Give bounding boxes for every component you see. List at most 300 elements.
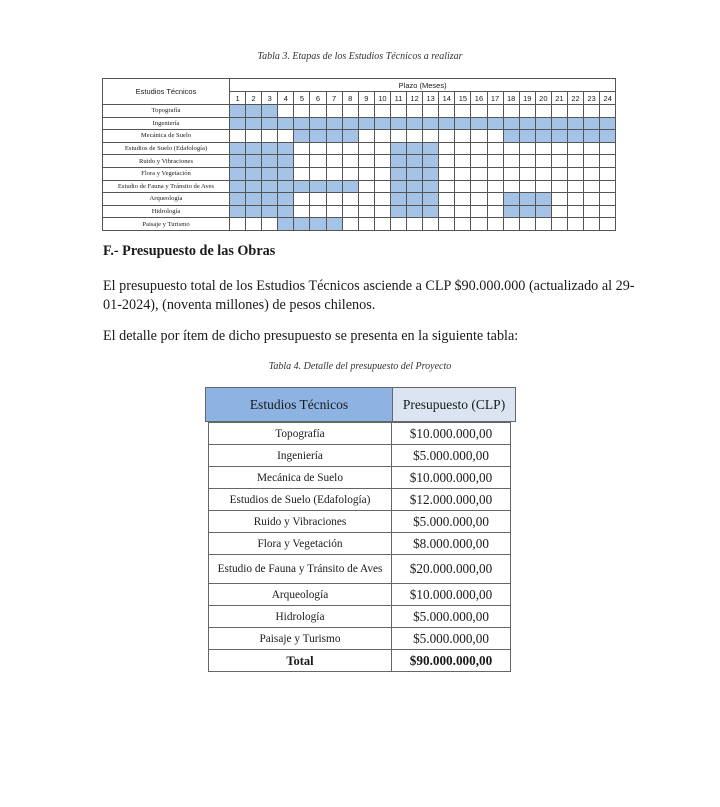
gantt-cell-active — [278, 205, 294, 218]
budget-item-name: Estudio de Fauna y Tránsito de Aves — [209, 555, 392, 584]
gantt-cell-active — [390, 155, 406, 168]
gantt-month-header: 24 — [600, 92, 616, 105]
gantt-cell — [310, 155, 326, 168]
gantt-cell-active — [535, 130, 551, 143]
gantt-cell-active — [262, 105, 278, 118]
gantt-cell-active — [407, 155, 423, 168]
gantt-cell — [600, 218, 616, 231]
gantt-cell-active — [262, 142, 278, 155]
gantt-cell-active — [230, 205, 246, 218]
budget-row — [209, 555, 511, 584]
gantt-cell — [230, 218, 246, 231]
gantt-cell-active — [423, 205, 439, 218]
gantt-cell — [374, 180, 390, 193]
gantt-cell — [519, 218, 535, 231]
gantt-cell — [551, 218, 567, 231]
gantt-cell-active — [600, 130, 616, 143]
gantt-cell-active — [278, 180, 294, 193]
gantt-cell — [358, 193, 374, 206]
gantt-cell — [423, 218, 439, 231]
gantt-cell-active — [294, 130, 310, 143]
gantt-cell — [487, 205, 503, 218]
gantt-cell-active — [230, 193, 246, 206]
gantt-cell-active — [342, 180, 358, 193]
gantt-month-header: 15 — [455, 92, 471, 105]
gantt-cell — [487, 218, 503, 231]
gantt-cell — [567, 167, 583, 180]
budget-item-value: $12.000.000,00 — [392, 489, 511, 511]
gantt-cell — [503, 218, 519, 231]
budget-row — [209, 511, 511, 533]
gantt-cell-active — [278, 142, 294, 155]
gantt-cell — [567, 142, 583, 155]
gantt-cell — [535, 142, 551, 155]
gantt-cell-active — [246, 142, 262, 155]
gantt-cell — [326, 167, 342, 180]
gantt-cell — [358, 142, 374, 155]
budget-item-name: Topografía — [209, 423, 392, 445]
gantt-cell — [535, 180, 551, 193]
gantt-cell — [358, 180, 374, 193]
budget-item-value: $8.000.000,00 — [392, 533, 511, 555]
gantt-cell-active — [246, 180, 262, 193]
gantt-cell-active — [439, 117, 455, 130]
gantt-month-header: 3 — [262, 92, 278, 105]
gantt-cell — [503, 155, 519, 168]
gantt-month-header: 16 — [471, 92, 487, 105]
gantt-cell — [567, 155, 583, 168]
gantt-row — [103, 205, 616, 218]
gantt-cell — [326, 142, 342, 155]
gantt-cell-active — [567, 130, 583, 143]
gantt-plazo-header: Plazo (Meses) — [230, 79, 616, 92]
gantt-cell-active — [326, 117, 342, 130]
gantt-cell — [503, 167, 519, 180]
gantt-cell — [487, 155, 503, 168]
gantt-cell — [471, 142, 487, 155]
gantt-cell — [535, 105, 551, 118]
gantt-cell-active — [262, 155, 278, 168]
gantt-cell-active — [294, 180, 310, 193]
gantt-cell-active — [246, 155, 262, 168]
gantt-cell — [600, 167, 616, 180]
gantt-cell — [423, 130, 439, 143]
gantt-cell — [584, 105, 600, 118]
budget-row — [209, 606, 511, 628]
gantt-cell-active — [600, 117, 616, 130]
gantt-cell — [487, 167, 503, 180]
gantt-cell — [439, 105, 455, 118]
gantt-cell — [551, 180, 567, 193]
gantt-cell — [551, 205, 567, 218]
gantt-cell-active — [407, 142, 423, 155]
gantt-cell — [551, 105, 567, 118]
gantt-cell — [503, 142, 519, 155]
gantt-cell — [310, 167, 326, 180]
gantt-cell — [246, 218, 262, 231]
gantt-cell — [358, 167, 374, 180]
gantt-cell — [519, 180, 535, 193]
gantt-cell — [262, 130, 278, 143]
gantt-cell-active — [230, 105, 246, 118]
gantt-cell-active — [390, 167, 406, 180]
gantt-cell — [551, 142, 567, 155]
gantt-cell — [551, 155, 567, 168]
gantt-row-label: Arqueología — [103, 193, 230, 206]
gantt-cell-active — [262, 205, 278, 218]
gantt-cell — [439, 167, 455, 180]
gantt-cell — [326, 193, 342, 206]
gantt-cell-active — [535, 205, 551, 218]
gantt-cell-active — [423, 180, 439, 193]
gantt-cell — [278, 130, 294, 143]
gantt-cell-active — [310, 130, 326, 143]
gantt-row-label: Paisaje y Turismo — [103, 218, 230, 231]
gantt-cell-active — [584, 117, 600, 130]
gantt-cell-active — [278, 193, 294, 206]
gantt-month-header: 8 — [342, 92, 358, 105]
gantt-cell — [407, 105, 423, 118]
gantt-cell — [535, 218, 551, 231]
gantt-month-header: 22 — [567, 92, 583, 105]
gantt-cell — [519, 155, 535, 168]
gantt-cell — [567, 205, 583, 218]
gantt-month-header: 5 — [294, 92, 310, 105]
budget-item-name: Arqueología — [209, 584, 392, 606]
gantt-month-header: 14 — [439, 92, 455, 105]
gantt-cell — [358, 130, 374, 143]
gantt-month-header: 19 — [519, 92, 535, 105]
gantt-row — [103, 218, 616, 231]
gantt-cell — [455, 155, 471, 168]
gantt-row — [103, 167, 616, 180]
gantt-cell-active — [342, 130, 358, 143]
gantt-cell — [374, 130, 390, 143]
gantt-cell — [455, 180, 471, 193]
gantt-cell — [439, 180, 455, 193]
gantt-cell — [439, 218, 455, 231]
gantt-row — [103, 193, 616, 206]
gantt-cell — [551, 193, 567, 206]
gantt-cell — [294, 142, 310, 155]
budget-item-value: $5.000.000,00 — [392, 606, 511, 628]
gantt-cell — [439, 205, 455, 218]
gantt-cell — [342, 205, 358, 218]
gantt-cell-active — [246, 167, 262, 180]
gantt-cell-active — [294, 117, 310, 130]
gantt-cell-active — [519, 117, 535, 130]
gantt-cell — [310, 142, 326, 155]
gantt-row-label: Flora y Vegetación — [103, 167, 230, 180]
gantt-cell-active — [407, 205, 423, 218]
gantt-cell — [487, 180, 503, 193]
gantt-cell — [326, 105, 342, 118]
budget-item-value: $5.000.000,00 — [392, 628, 511, 650]
budget-item-value: $20.000.000,00 — [392, 555, 511, 584]
gantt-cell — [455, 142, 471, 155]
budget-row — [209, 489, 511, 511]
budget-row — [209, 467, 511, 489]
gantt-cell-active — [278, 218, 294, 231]
gantt-cell — [374, 105, 390, 118]
gantt-cell — [390, 218, 406, 231]
gantt-cell-active — [503, 117, 519, 130]
gantt-month-header: 6 — [310, 92, 326, 105]
gantt-cell — [374, 167, 390, 180]
gantt-month-header: 17 — [487, 92, 503, 105]
budget-total-label: Total — [209, 650, 392, 672]
gantt-cell — [600, 180, 616, 193]
gantt-cell — [600, 155, 616, 168]
gantt-cell — [342, 142, 358, 155]
gantt-cell — [294, 105, 310, 118]
gantt-cell — [407, 130, 423, 143]
gantt-row-label: Estudios de Suelo (Edafología) — [103, 142, 230, 155]
gantt-cell — [519, 167, 535, 180]
gantt-cell-active — [246, 193, 262, 206]
gantt-cell-active — [310, 180, 326, 193]
gantt-cell — [487, 142, 503, 155]
budget-item-value: $5.000.000,00 — [392, 511, 511, 533]
budget-item-name: Estudios de Suelo (Edafología) — [209, 489, 392, 511]
table3-caption: Tabla 3. Etapas de los Estudios Técnicos a realizar — [257, 51, 463, 62]
gantt-cell — [342, 155, 358, 168]
gantt-month-header: 12 — [407, 92, 423, 105]
gantt-cell — [310, 193, 326, 206]
budget-detail-intro: El detalle por ítem de dicho presupuesto se presenta en la siguiente tabla: — [103, 328, 519, 344]
gantt-cell-active — [551, 117, 567, 130]
gantt-cell-active — [503, 130, 519, 143]
gantt-cell — [342, 105, 358, 118]
budget-item-name: Ruido y Vibraciones — [209, 511, 392, 533]
gantt-cell-active — [407, 180, 423, 193]
gantt-month-header: 4 — [278, 92, 294, 105]
gantt-cell — [584, 155, 600, 168]
gantt-cell-active — [407, 193, 423, 206]
gantt-cell-active — [326, 180, 342, 193]
gantt-cell — [503, 105, 519, 118]
gantt-cell — [487, 193, 503, 206]
gantt-cell — [455, 205, 471, 218]
gantt-cell — [471, 167, 487, 180]
gantt-cell-active — [294, 218, 310, 231]
budget-row — [209, 445, 511, 467]
gantt-cell — [535, 155, 551, 168]
gantt-cell — [567, 180, 583, 193]
gantt-row — [103, 142, 616, 155]
gantt-cell-active — [326, 218, 342, 231]
gantt-cell-active — [390, 117, 406, 130]
gantt-cell — [600, 193, 616, 206]
gantt-month-header: 18 — [503, 92, 519, 105]
gantt-month-header: 9 — [358, 92, 374, 105]
gantt-cell — [600, 142, 616, 155]
gantt-cell-active — [326, 130, 342, 143]
gantt-month-header: 13 — [423, 92, 439, 105]
gantt-cell — [439, 155, 455, 168]
gantt-schedule-table — [102, 78, 616, 231]
gantt-cell-active — [503, 193, 519, 206]
gantt-cell — [342, 167, 358, 180]
gantt-cell — [294, 155, 310, 168]
gantt-cell — [439, 142, 455, 155]
gantt-row — [103, 155, 616, 168]
gantt-cell — [567, 105, 583, 118]
gantt-cell — [294, 167, 310, 180]
gantt-month-header: 11 — [390, 92, 406, 105]
gantt-cell — [310, 105, 326, 118]
gantt-cell-active — [390, 193, 406, 206]
gantt-row — [103, 105, 616, 118]
budget-item-name: Ingeniería — [209, 445, 392, 467]
budget-header-amount: Presupuesto (CLP) — [393, 388, 515, 421]
gantt-month-header: 1 — [230, 92, 246, 105]
gantt-cell — [262, 218, 278, 231]
gantt-cell-active — [358, 117, 374, 130]
gantt-cell — [584, 180, 600, 193]
gantt-cell-active — [374, 117, 390, 130]
gantt-cell-active — [503, 205, 519, 218]
gantt-row-label: Hidrología — [103, 205, 230, 218]
gantt-cell — [390, 130, 406, 143]
section-title: F.- Presupuesto de las Obras — [103, 243, 276, 259]
gantt-cell-active — [535, 117, 551, 130]
gantt-row-label: Mecánica de Suelo — [103, 130, 230, 143]
gantt-cell — [487, 130, 503, 143]
gantt-cell-active — [535, 193, 551, 206]
gantt-cell-active — [262, 167, 278, 180]
gantt-cell-active — [423, 155, 439, 168]
budget-item-name: Paisaje y Turismo — [209, 628, 392, 650]
gantt-cell — [584, 205, 600, 218]
gantt-cell-active — [519, 130, 535, 143]
gantt-cell-active — [278, 155, 294, 168]
gantt-month-header: 2 — [246, 92, 262, 105]
gantt-cell-active — [278, 167, 294, 180]
gantt-row — [103, 117, 616, 130]
gantt-cell — [519, 142, 535, 155]
gantt-cell — [455, 130, 471, 143]
gantt-row — [103, 130, 616, 143]
gantt-cell-active — [278, 117, 294, 130]
gantt-cell-active — [551, 130, 567, 143]
gantt-cell — [358, 205, 374, 218]
gantt-cell — [567, 218, 583, 231]
gantt-month-header: 20 — [535, 92, 551, 105]
gantt-cell-active — [246, 105, 262, 118]
budget-item-name: Mecánica de Suelo — [209, 467, 392, 489]
gantt-cell — [584, 193, 600, 206]
gantt-cell — [471, 155, 487, 168]
gantt-cell-active — [390, 180, 406, 193]
budget-row — [209, 423, 511, 445]
gantt-cell — [584, 218, 600, 231]
gantt-cell — [471, 205, 487, 218]
gantt-cell — [584, 167, 600, 180]
gantt-cell-active — [230, 117, 246, 130]
gantt-cell-active — [262, 117, 278, 130]
gantt-cell-active — [230, 167, 246, 180]
gantt-month-header: 7 — [326, 92, 342, 105]
gantt-cell — [423, 105, 439, 118]
gantt-cell — [278, 105, 294, 118]
gantt-cell-active — [423, 167, 439, 180]
gantt-cell — [294, 205, 310, 218]
gantt-cell-active — [262, 193, 278, 206]
gantt-cell-active — [567, 117, 583, 130]
gantt-cell — [471, 180, 487, 193]
gantt-cell — [310, 205, 326, 218]
gantt-cell-active — [230, 142, 246, 155]
gantt-cell — [374, 205, 390, 218]
gantt-cell-active — [390, 142, 406, 155]
budget-header-item: Estudios Técnicos — [206, 388, 393, 421]
gantt-month-header: 21 — [551, 92, 567, 105]
gantt-cell — [551, 167, 567, 180]
budget-item-value: $5.000.000,00 — [392, 445, 511, 467]
gantt-cell — [358, 218, 374, 231]
gantt-cell-active — [423, 117, 439, 130]
gantt-cell — [374, 218, 390, 231]
gantt-cell — [374, 142, 390, 155]
gantt-cell-active — [407, 117, 423, 130]
budget-row — [209, 533, 511, 555]
gantt-cell-active — [471, 117, 487, 130]
budget-total-paragraph: El presupuesto total de los Estudios Técnicos asciende a CLP $90.000.000 (actualizado al 29-01-2024), (noventa millones) de pesos chilenos. — [103, 278, 635, 313]
gantt-cell-active — [246, 205, 262, 218]
gantt-cell — [455, 105, 471, 118]
gantt-row-label: Ruido y Vibraciones — [103, 155, 230, 168]
gantt-cell — [342, 193, 358, 206]
gantt-cell — [455, 193, 471, 206]
gantt-cell — [358, 155, 374, 168]
gantt-cell — [600, 205, 616, 218]
gantt-cell — [342, 218, 358, 231]
gantt-cell-active — [230, 155, 246, 168]
gantt-cell-active — [519, 193, 535, 206]
gantt-stub-header: Estudios Técnicos — [103, 79, 230, 105]
gantt-month-header: 10 — [374, 92, 390, 105]
gantt-cell — [439, 193, 455, 206]
gantt-row — [103, 180, 616, 193]
gantt-cell-active — [519, 205, 535, 218]
gantt-cell-active — [342, 117, 358, 130]
gantt-cell — [390, 105, 406, 118]
budget-table — [208, 422, 511, 672]
gantt-row-label: Ingeniería — [103, 117, 230, 130]
budget-total-row — [209, 650, 511, 672]
gantt-cell — [374, 155, 390, 168]
gantt-cell — [246, 130, 262, 143]
gantt-cell — [584, 142, 600, 155]
table4-caption: Tabla 4. Detalle del presupuesto del Proyecto — [268, 361, 452, 372]
gantt-cell-active — [487, 117, 503, 130]
gantt-cell — [407, 218, 423, 231]
gantt-cell — [439, 130, 455, 143]
gantt-cell — [567, 193, 583, 206]
gantt-cell — [358, 105, 374, 118]
gantt-cell — [471, 105, 487, 118]
gantt-row-label: Estudio de Fauna y Tránsito de Aves — [103, 180, 230, 193]
gantt-cell — [455, 218, 471, 231]
gantt-cell-active — [246, 117, 262, 130]
gantt-cell — [600, 105, 616, 118]
gantt-cell — [503, 180, 519, 193]
gantt-cell-active — [262, 180, 278, 193]
gantt-cell-active — [310, 117, 326, 130]
budget-item-name: Flora y Vegetación — [209, 533, 392, 555]
gantt-cell — [471, 130, 487, 143]
